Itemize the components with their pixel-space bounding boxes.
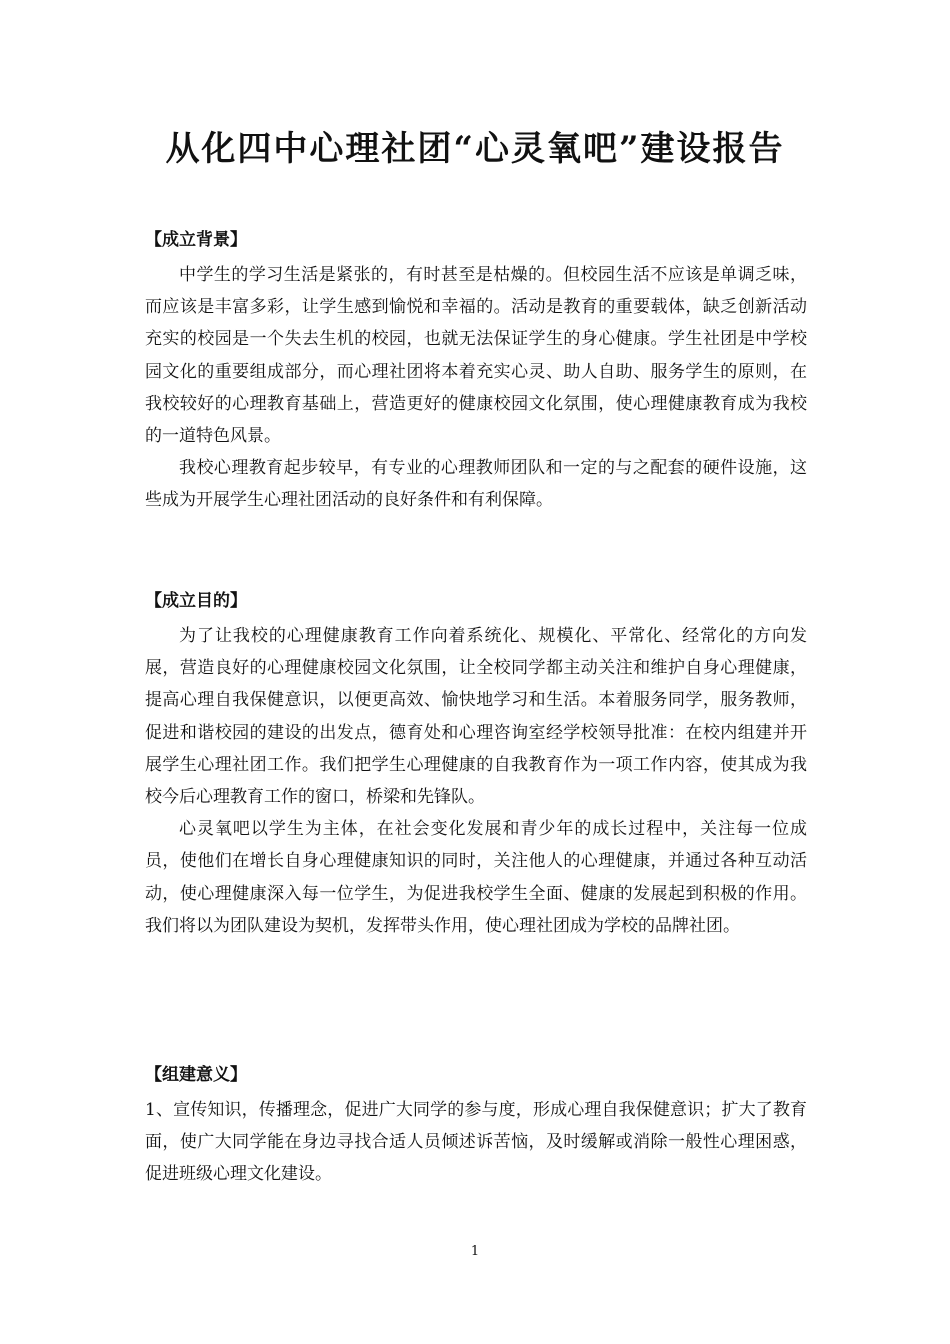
purpose-paragraph-2: 心灵氧吧以学生为主体，在社会变化发展和青少年的成长过程中，关注每一位成员，使他们在增长自身心理健康知识的同时，关注他人的心理健康，并通过各种互动活动，使心理健康深入每一位学生，为促进我校学生全面、健康的发展起到积极的作用。我们将以为团队建设为契机，发挥带头作用，使心理社团成为学校的品牌社团。	[145, 819, 807, 936]
section-heading-purpose: 【成立目的】	[145, 591, 247, 611]
background-paragraph-2: 我校心理教育起步较早，有专业的心理教师团队和一定的与之配套的硬件设施，这些成为开展学生心理社团活动的良好条件和有利保障。	[145, 458, 807, 511]
section-significance	[145, 1063, 807, 1191]
document-title: 从化四中心理社团“心灵氧吧”建设报告	[165, 129, 785, 169]
section-background	[145, 228, 807, 517]
section-purpose	[145, 589, 807, 942]
section-heading-significance: 【组建意义】	[145, 1065, 247, 1085]
significance-paragraph-1: 1、宣传知识，传播理念，促进广大同学的参与度，形成心理自我保健意识；扩大了教育面，使广大同学能在身边寻找合适人员倾述诉苦恼，及时缓解或消除一般性心理困惑，促进班级心理文化建设。	[145, 1100, 807, 1185]
page-number: 1	[470, 1244, 480, 1259]
background-paragraph-1: 中学生的学习生活是紧张的，有时甚至是枯燥的。但校园生活不应该是单调乏味，而应该是丰富多彩，让学生感到愉悦和幸福的。活动是教育的重要载体，缺乏创新活动充实的校园是一个失去生机的校园，也就无法保证学生的身心健康。学生社团是中学校园文化的重要组成部分，而心理社团将本着充实心灵、助人自助、服务学生的原则，在我校较好的心理教育基础上，营造更好的健康校园文化氛围，使心理健康教育成为我校的一道特色风景。	[145, 265, 807, 447]
section-heading-background: 【成立背景】	[145, 230, 247, 250]
purpose-paragraph-1: 为了让我校的心理健康教育工作向着系统化、规模化、平常化、经常化的方向发展，营造良好的心理健康校园文化氛围，让全校同学都主动关注和维护自身心理健康，提高心理自我保健意识，以便更高效、愉快地学习和生活。本着服务同学，服务教师，促进和谐校园的建设的出发点，德育处和心理咨询室经学校领导批准：在校内组建并开展学生心理社团工作。我们把学生心理健康的自我教育作为一项工作内容，使其成为我校今后心理教育工作的窗口，桥梁和先锋队。	[145, 626, 807, 808]
